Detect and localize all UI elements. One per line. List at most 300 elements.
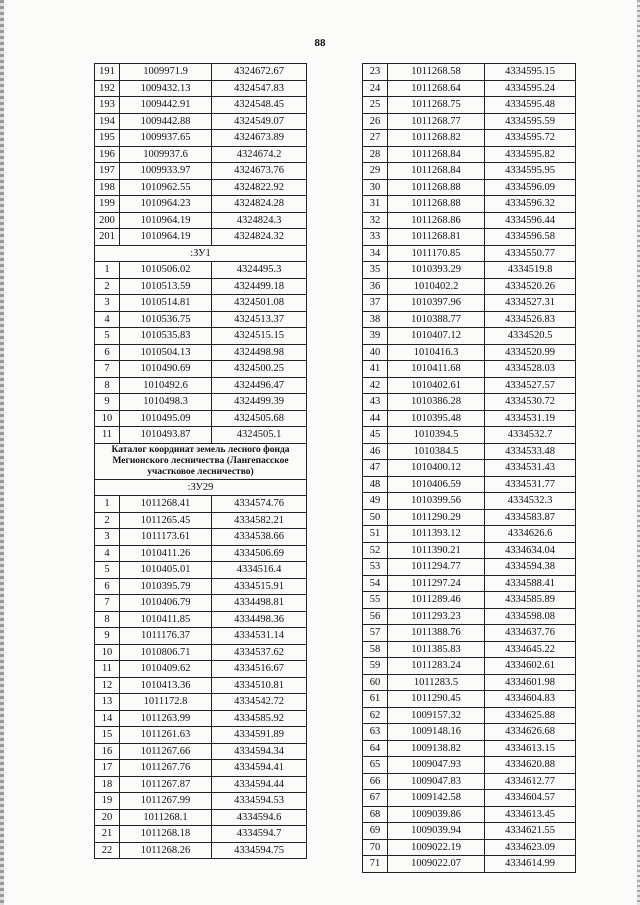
table-row bbox=[95, 410, 307, 427]
x-coordinate-cell: 1010495.09 bbox=[120, 410, 212, 427]
x-coordinate-cell: 1010409.62 bbox=[120, 661, 212, 678]
table-row bbox=[95, 595, 307, 612]
x-coordinate-cell: 1011267.66 bbox=[120, 743, 212, 760]
point-number-cell: 1 bbox=[95, 262, 120, 279]
y-coordinate-cell: 4324513.37 bbox=[212, 311, 307, 328]
y-coordinate-cell: 4324547.83 bbox=[212, 80, 307, 97]
point-number-cell: 6 bbox=[95, 344, 120, 361]
y-coordinate-cell: 4334582.21 bbox=[212, 512, 307, 529]
y-coordinate-cell: 4334613.15 bbox=[485, 740, 576, 757]
x-coordinate-cell: 1010498.3 bbox=[120, 394, 212, 411]
y-coordinate-cell: 4334614.99 bbox=[485, 856, 576, 873]
point-number-cell: 2 bbox=[95, 278, 120, 295]
x-coordinate-cell: 1010504.13 bbox=[120, 344, 212, 361]
y-coordinate-cell: 4334583.87 bbox=[485, 509, 576, 526]
catalog-heading: Каталог координат земель лесного фонда Мегионского лесничества (Лангепасское участковое лесничество) bbox=[95, 443, 307, 479]
y-coordinate-cell: 4334510.81 bbox=[212, 677, 307, 694]
point-number-cell: 198 bbox=[95, 179, 120, 196]
x-coordinate-cell: 1011268.88 bbox=[388, 179, 485, 196]
table-row bbox=[95, 743, 307, 760]
x-coordinate-cell: 1011265.45 bbox=[120, 512, 212, 529]
x-coordinate-cell: 1011263.99 bbox=[120, 710, 212, 727]
y-coordinate-cell: 4324505.68 bbox=[212, 410, 307, 427]
point-number-cell: 22 bbox=[95, 842, 120, 859]
y-coordinate-cell: 4334594.41 bbox=[212, 760, 307, 777]
x-coordinate-cell: 1011390.21 bbox=[388, 542, 485, 559]
point-number-cell: 48 bbox=[363, 476, 388, 493]
point-number-cell: 28 bbox=[363, 146, 388, 163]
y-coordinate-cell: 4334595.72 bbox=[485, 130, 576, 147]
point-number-cell: 31 bbox=[363, 196, 388, 213]
table-row bbox=[363, 674, 576, 691]
y-coordinate-cell: 4334532.3 bbox=[485, 493, 576, 510]
y-coordinate-cell: 4324822.92 bbox=[212, 179, 307, 196]
table-row bbox=[363, 113, 576, 130]
point-number-cell: 4 bbox=[95, 311, 120, 328]
y-coordinate-cell: 4334595.59 bbox=[485, 113, 576, 130]
y-coordinate-cell: 4334598.08 bbox=[485, 608, 576, 625]
y-coordinate-cell: 4324495.3 bbox=[212, 262, 307, 279]
table-row bbox=[363, 592, 576, 609]
point-number-cell: 10 bbox=[95, 410, 120, 427]
y-coordinate-cell: 4324824.3 bbox=[212, 212, 307, 229]
point-number-cell: 13 bbox=[95, 694, 120, 711]
x-coordinate-cell: 1009937.6 bbox=[120, 146, 212, 163]
x-coordinate-cell: 1011283.24 bbox=[388, 658, 485, 675]
table-row bbox=[363, 311, 576, 328]
x-coordinate-cell: 1011393.12 bbox=[388, 526, 485, 543]
y-coordinate-cell: 4334620.88 bbox=[485, 757, 576, 774]
y-coordinate-cell: 4334601.98 bbox=[485, 674, 576, 691]
x-coordinate-cell: 1010490.69 bbox=[120, 361, 212, 378]
y-coordinate-cell: 4334594.34 bbox=[212, 743, 307, 760]
y-coordinate-cell: 4324498.98 bbox=[212, 344, 307, 361]
table-row bbox=[95, 212, 307, 229]
point-number-cell: 62 bbox=[363, 707, 388, 724]
y-coordinate-cell: 4334595.24 bbox=[485, 80, 576, 97]
table-row bbox=[363, 328, 576, 345]
table-row bbox=[363, 493, 576, 510]
table-row bbox=[95, 760, 307, 777]
x-coordinate-cell: 1009933.97 bbox=[120, 163, 212, 180]
table-row bbox=[95, 512, 307, 529]
point-number-cell: 191 bbox=[95, 64, 120, 81]
y-coordinate-cell: 4334498.36 bbox=[212, 611, 307, 628]
point-number-cell: 66 bbox=[363, 773, 388, 790]
x-coordinate-cell: 1011268.75 bbox=[388, 97, 485, 114]
catalog-heading-row bbox=[95, 443, 307, 479]
point-number-cell: 17 bbox=[95, 760, 120, 777]
coordinates-table-right bbox=[362, 63, 576, 873]
table-row bbox=[363, 740, 576, 757]
table-row bbox=[95, 842, 307, 859]
x-coordinate-cell: 1011268.81 bbox=[388, 229, 485, 246]
y-coordinate-cell: 4324515.15 bbox=[212, 328, 307, 345]
y-coordinate-cell: 4334528.03 bbox=[485, 361, 576, 378]
table-row bbox=[95, 344, 307, 361]
x-coordinate-cell: 1011267.87 bbox=[120, 776, 212, 793]
point-number-cell: 20 bbox=[95, 809, 120, 826]
table-row bbox=[95, 545, 307, 562]
y-coordinate-cell: 4334574.76 bbox=[212, 496, 307, 513]
table-row bbox=[363, 707, 576, 724]
point-number-cell: 195 bbox=[95, 130, 120, 147]
point-number-cell: 2 bbox=[95, 512, 120, 529]
x-coordinate-cell: 1009142.58 bbox=[388, 790, 485, 807]
point-number-cell: 23 bbox=[363, 64, 388, 81]
point-number-cell: 51 bbox=[363, 526, 388, 543]
x-coordinate-cell: 1011173.61 bbox=[120, 529, 212, 546]
point-number-cell: 34 bbox=[363, 245, 388, 262]
x-coordinate-cell: 1009022.07 bbox=[388, 856, 485, 873]
table-row bbox=[363, 97, 576, 114]
table-row bbox=[363, 245, 576, 262]
table-row bbox=[363, 658, 576, 675]
point-number-cell: 7 bbox=[95, 595, 120, 612]
y-coordinate-cell: 4334596.09 bbox=[485, 179, 576, 196]
table-row bbox=[95, 377, 307, 394]
y-coordinate-cell: 4334531.77 bbox=[485, 476, 576, 493]
table-row bbox=[95, 562, 307, 579]
table-row bbox=[95, 628, 307, 645]
y-coordinate-cell: 4334520.5 bbox=[485, 328, 576, 345]
table-row bbox=[95, 529, 307, 546]
x-coordinate-cell: 1010386.28 bbox=[388, 394, 485, 411]
table-row bbox=[95, 64, 307, 81]
x-coordinate-cell: 1010407.12 bbox=[388, 328, 485, 345]
table-row bbox=[363, 476, 576, 493]
y-coordinate-cell: 4334621.55 bbox=[485, 823, 576, 840]
x-coordinate-cell: 1010384.5 bbox=[388, 443, 485, 460]
y-coordinate-cell: 4334602.61 bbox=[485, 658, 576, 675]
x-coordinate-cell: 1011294.77 bbox=[388, 559, 485, 576]
y-coordinate-cell: 4334595.48 bbox=[485, 97, 576, 114]
table-row bbox=[95, 146, 307, 163]
x-coordinate-cell: 1010402.61 bbox=[388, 377, 485, 394]
y-coordinate-cell: 4324505.1 bbox=[212, 427, 307, 444]
table-row bbox=[363, 757, 576, 774]
y-coordinate-cell: 4334537.62 bbox=[212, 644, 307, 661]
x-coordinate-cell: 1011268.84 bbox=[388, 146, 485, 163]
y-coordinate-cell: 4334626.68 bbox=[485, 724, 576, 741]
x-coordinate-cell: 1010964.23 bbox=[120, 196, 212, 213]
x-coordinate-cell: 1010406.59 bbox=[388, 476, 485, 493]
x-coordinate-cell: 1011268.84 bbox=[388, 163, 485, 180]
point-number-cell: 53 bbox=[363, 559, 388, 576]
table-row bbox=[363, 64, 576, 81]
table-row bbox=[363, 839, 576, 856]
x-coordinate-cell: 1011268.86 bbox=[388, 212, 485, 229]
table-row bbox=[363, 608, 576, 625]
coordinates-table-left bbox=[94, 63, 307, 859]
y-coordinate-cell: 4334604.83 bbox=[485, 691, 576, 708]
x-coordinate-cell: 1010493.87 bbox=[120, 427, 212, 444]
point-number-cell: 52 bbox=[363, 542, 388, 559]
x-coordinate-cell: 1011293.23 bbox=[388, 608, 485, 625]
x-coordinate-cell: 1010416.3 bbox=[388, 344, 485, 361]
x-coordinate-cell: 1010413.36 bbox=[120, 677, 212, 694]
x-coordinate-cell: 1009148.16 bbox=[388, 724, 485, 741]
page-number: 88 bbox=[314, 37, 326, 49]
table-row bbox=[95, 677, 307, 694]
y-coordinate-cell: 4324824.32 bbox=[212, 229, 307, 246]
point-number-cell: 41 bbox=[363, 361, 388, 378]
x-coordinate-cell: 1010411.68 bbox=[388, 361, 485, 378]
y-coordinate-cell: 4334637.76 bbox=[485, 625, 576, 642]
coordinates-table-left-body bbox=[95, 64, 307, 859]
table-row bbox=[95, 113, 307, 130]
table-row bbox=[363, 542, 576, 559]
point-number-cell: 21 bbox=[95, 826, 120, 843]
y-coordinate-cell: 4334531.14 bbox=[212, 628, 307, 645]
x-coordinate-cell: 1009442.91 bbox=[120, 97, 212, 114]
x-coordinate-cell: 1010536.75 bbox=[120, 311, 212, 328]
point-number-cell: 199 bbox=[95, 196, 120, 213]
point-number-cell: 1 bbox=[95, 496, 120, 513]
x-coordinate-cell: 1011290.29 bbox=[388, 509, 485, 526]
table-row bbox=[95, 229, 307, 246]
y-coordinate-cell: 4334595.15 bbox=[485, 64, 576, 81]
point-number-cell: 65 bbox=[363, 757, 388, 774]
y-coordinate-cell: 4334596.32 bbox=[485, 196, 576, 213]
x-coordinate-cell: 1009442.88 bbox=[120, 113, 212, 130]
table-row bbox=[363, 575, 576, 592]
x-coordinate-cell: 1009937.65 bbox=[120, 130, 212, 147]
table-row bbox=[363, 856, 576, 873]
y-coordinate-cell: 4334595.82 bbox=[485, 146, 576, 163]
table-row bbox=[363, 559, 576, 576]
x-coordinate-cell: 1010411.85 bbox=[120, 611, 212, 628]
table-row bbox=[95, 427, 307, 444]
section-label: :ЗУ29 bbox=[95, 479, 307, 496]
table-row bbox=[363, 179, 576, 196]
table-row bbox=[363, 394, 576, 411]
x-coordinate-cell: 1011268.1 bbox=[120, 809, 212, 826]
table-row bbox=[363, 262, 576, 279]
x-coordinate-cell: 1011170.85 bbox=[388, 245, 485, 262]
y-coordinate-cell: 4334594.7 bbox=[212, 826, 307, 843]
y-coordinate-cell: 4334594.53 bbox=[212, 793, 307, 810]
table-row bbox=[95, 694, 307, 711]
table-row bbox=[95, 278, 307, 295]
y-coordinate-cell: 4324672.67 bbox=[212, 64, 307, 81]
point-number-cell: 6 bbox=[95, 578, 120, 595]
x-coordinate-cell: 1011261.63 bbox=[120, 727, 212, 744]
y-coordinate-cell: 4334613.45 bbox=[485, 806, 576, 823]
table-row bbox=[363, 625, 576, 642]
y-coordinate-cell: 4334498.81 bbox=[212, 595, 307, 612]
y-coordinate-cell: 4334506.69 bbox=[212, 545, 307, 562]
x-coordinate-cell: 1011388.76 bbox=[388, 625, 485, 642]
x-coordinate-cell: 1010535.83 bbox=[120, 328, 212, 345]
table-row bbox=[95, 710, 307, 727]
point-number-cell: 26 bbox=[363, 113, 388, 130]
y-coordinate-cell: 4334596.58 bbox=[485, 229, 576, 246]
table-row bbox=[95, 262, 307, 279]
x-coordinate-cell: 1011268.41 bbox=[120, 496, 212, 513]
y-coordinate-cell: 4334591.89 bbox=[212, 727, 307, 744]
table-row bbox=[95, 80, 307, 97]
table-row bbox=[363, 377, 576, 394]
x-coordinate-cell: 1009022.19 bbox=[388, 839, 485, 856]
x-coordinate-cell: 1009039.86 bbox=[388, 806, 485, 823]
point-number-cell: 27 bbox=[363, 130, 388, 147]
x-coordinate-cell: 1011268.26 bbox=[120, 842, 212, 859]
table-row bbox=[95, 776, 307, 793]
x-coordinate-cell: 1010400.12 bbox=[388, 460, 485, 477]
table-row bbox=[363, 80, 576, 97]
point-number-cell: 194 bbox=[95, 113, 120, 130]
y-coordinate-cell: 4334526.83 bbox=[485, 311, 576, 328]
point-number-cell: 12 bbox=[95, 677, 120, 694]
point-number-cell: 39 bbox=[363, 328, 388, 345]
point-number-cell: 3 bbox=[95, 295, 120, 312]
point-number-cell: 55 bbox=[363, 592, 388, 609]
point-number-cell: 67 bbox=[363, 790, 388, 807]
table-row bbox=[363, 443, 576, 460]
point-number-cell: 201 bbox=[95, 229, 120, 246]
y-coordinate-cell: 4324499.18 bbox=[212, 278, 307, 295]
table-row bbox=[95, 644, 307, 661]
x-coordinate-cell: 1011268.64 bbox=[388, 80, 485, 97]
table-row bbox=[363, 509, 576, 526]
x-coordinate-cell: 1011268.18 bbox=[120, 826, 212, 843]
y-coordinate-cell: 4334520.26 bbox=[485, 278, 576, 295]
x-coordinate-cell: 1011268.58 bbox=[388, 64, 485, 81]
point-number-cell: 5 bbox=[95, 328, 120, 345]
y-coordinate-cell: 4334527.31 bbox=[485, 295, 576, 312]
x-coordinate-cell: 1010411.26 bbox=[120, 545, 212, 562]
point-number-cell: 69 bbox=[363, 823, 388, 840]
x-coordinate-cell: 1010492.6 bbox=[120, 377, 212, 394]
y-coordinate-cell: 4334596.44 bbox=[485, 212, 576, 229]
table-row bbox=[363, 460, 576, 477]
x-coordinate-cell: 1010962.55 bbox=[120, 179, 212, 196]
point-number-cell: 45 bbox=[363, 427, 388, 444]
point-number-cell: 9 bbox=[95, 628, 120, 645]
x-coordinate-cell: 1010397.96 bbox=[388, 295, 485, 312]
x-coordinate-cell: 1010964.19 bbox=[120, 229, 212, 246]
point-number-cell: 43 bbox=[363, 394, 388, 411]
x-coordinate-cell: 1011267.99 bbox=[120, 793, 212, 810]
point-number-cell: 64 bbox=[363, 740, 388, 757]
point-number-cell: 61 bbox=[363, 691, 388, 708]
x-coordinate-cell: 1010402.2 bbox=[388, 278, 485, 295]
table-row bbox=[363, 806, 576, 823]
y-coordinate-cell: 4324501.08 bbox=[212, 295, 307, 312]
x-coordinate-cell: 1011176.37 bbox=[120, 628, 212, 645]
y-coordinate-cell: 4334516.67 bbox=[212, 661, 307, 678]
x-coordinate-cell: 1011297.24 bbox=[388, 575, 485, 592]
table-row bbox=[95, 130, 307, 147]
point-number-cell: 8 bbox=[95, 611, 120, 628]
x-coordinate-cell: 1010388.77 bbox=[388, 311, 485, 328]
x-coordinate-cell: 1011290.45 bbox=[388, 691, 485, 708]
point-number-cell: 14 bbox=[95, 710, 120, 727]
x-coordinate-cell: 1011289.46 bbox=[388, 592, 485, 609]
point-number-cell: 32 bbox=[363, 212, 388, 229]
table-row bbox=[363, 526, 576, 543]
x-coordinate-cell: 1011283.5 bbox=[388, 674, 485, 691]
point-number-cell: 71 bbox=[363, 856, 388, 873]
y-coordinate-cell: 4324673.76 bbox=[212, 163, 307, 180]
point-number-cell: 9 bbox=[95, 394, 120, 411]
point-number-cell: 50 bbox=[363, 509, 388, 526]
y-coordinate-cell: 4334645.22 bbox=[485, 641, 576, 658]
y-coordinate-cell: 4334604.57 bbox=[485, 790, 576, 807]
point-number-cell: 37 bbox=[363, 295, 388, 312]
y-coordinate-cell: 4334538.66 bbox=[212, 529, 307, 546]
table-row bbox=[363, 229, 576, 246]
point-number-cell: 29 bbox=[363, 163, 388, 180]
y-coordinate-cell: 4324500.25 bbox=[212, 361, 307, 378]
table-row bbox=[363, 691, 576, 708]
table-row bbox=[95, 727, 307, 744]
table-row bbox=[95, 196, 307, 213]
point-number-cell: 15 bbox=[95, 727, 120, 744]
table-row bbox=[95, 809, 307, 826]
x-coordinate-cell: 1010513.59 bbox=[120, 278, 212, 295]
y-coordinate-cell: 4324549.07 bbox=[212, 113, 307, 130]
y-coordinate-cell: 4324674.2 bbox=[212, 146, 307, 163]
y-coordinate-cell: 4324499.39 bbox=[212, 394, 307, 411]
point-number-cell: 47 bbox=[363, 460, 388, 477]
x-coordinate-cell: 1010399.56 bbox=[388, 493, 485, 510]
x-coordinate-cell: 1009157.32 bbox=[388, 707, 485, 724]
table-row bbox=[95, 328, 307, 345]
point-number-cell: 35 bbox=[363, 262, 388, 279]
table-row bbox=[363, 278, 576, 295]
point-number-cell: 33 bbox=[363, 229, 388, 246]
point-number-cell: 60 bbox=[363, 674, 388, 691]
x-coordinate-cell: 1010393.29 bbox=[388, 262, 485, 279]
point-number-cell: 10 bbox=[95, 644, 120, 661]
y-coordinate-cell: 4334594.6 bbox=[212, 809, 307, 826]
y-coordinate-cell: 4334634.04 bbox=[485, 542, 576, 559]
table-row bbox=[95, 361, 307, 378]
point-number-cell: 200 bbox=[95, 212, 120, 229]
point-number-cell: 57 bbox=[363, 625, 388, 642]
table-row bbox=[363, 823, 576, 840]
table-row bbox=[95, 826, 307, 843]
y-coordinate-cell: 4334585.89 bbox=[485, 592, 576, 609]
y-coordinate-cell: 4334516.4 bbox=[212, 562, 307, 579]
table-row bbox=[363, 344, 576, 361]
table-row bbox=[363, 427, 576, 444]
point-number-cell: 36 bbox=[363, 278, 388, 295]
point-number-cell: 38 bbox=[363, 311, 388, 328]
point-number-cell: 8 bbox=[95, 377, 120, 394]
y-coordinate-cell: 4334595.95 bbox=[485, 163, 576, 180]
y-coordinate-cell: 4324673.89 bbox=[212, 130, 307, 147]
point-number-cell: 4 bbox=[95, 545, 120, 562]
table-row bbox=[95, 578, 307, 595]
table-row bbox=[95, 394, 307, 411]
y-coordinate-cell: 4324496.47 bbox=[212, 377, 307, 394]
x-coordinate-cell: 1011385.83 bbox=[388, 641, 485, 658]
point-number-cell: 16 bbox=[95, 743, 120, 760]
scan-edge-left bbox=[0, 0, 4, 905]
x-coordinate-cell: 1010964.19 bbox=[120, 212, 212, 229]
x-coordinate-cell: 1010514.81 bbox=[120, 295, 212, 312]
y-coordinate-cell: 4324548.45 bbox=[212, 97, 307, 114]
x-coordinate-cell: 1010394.5 bbox=[388, 427, 485, 444]
y-coordinate-cell: 4334612.77 bbox=[485, 773, 576, 790]
table-row bbox=[95, 661, 307, 678]
point-number-cell: 193 bbox=[95, 97, 120, 114]
table-row bbox=[95, 611, 307, 628]
point-number-cell: 59 bbox=[363, 658, 388, 675]
